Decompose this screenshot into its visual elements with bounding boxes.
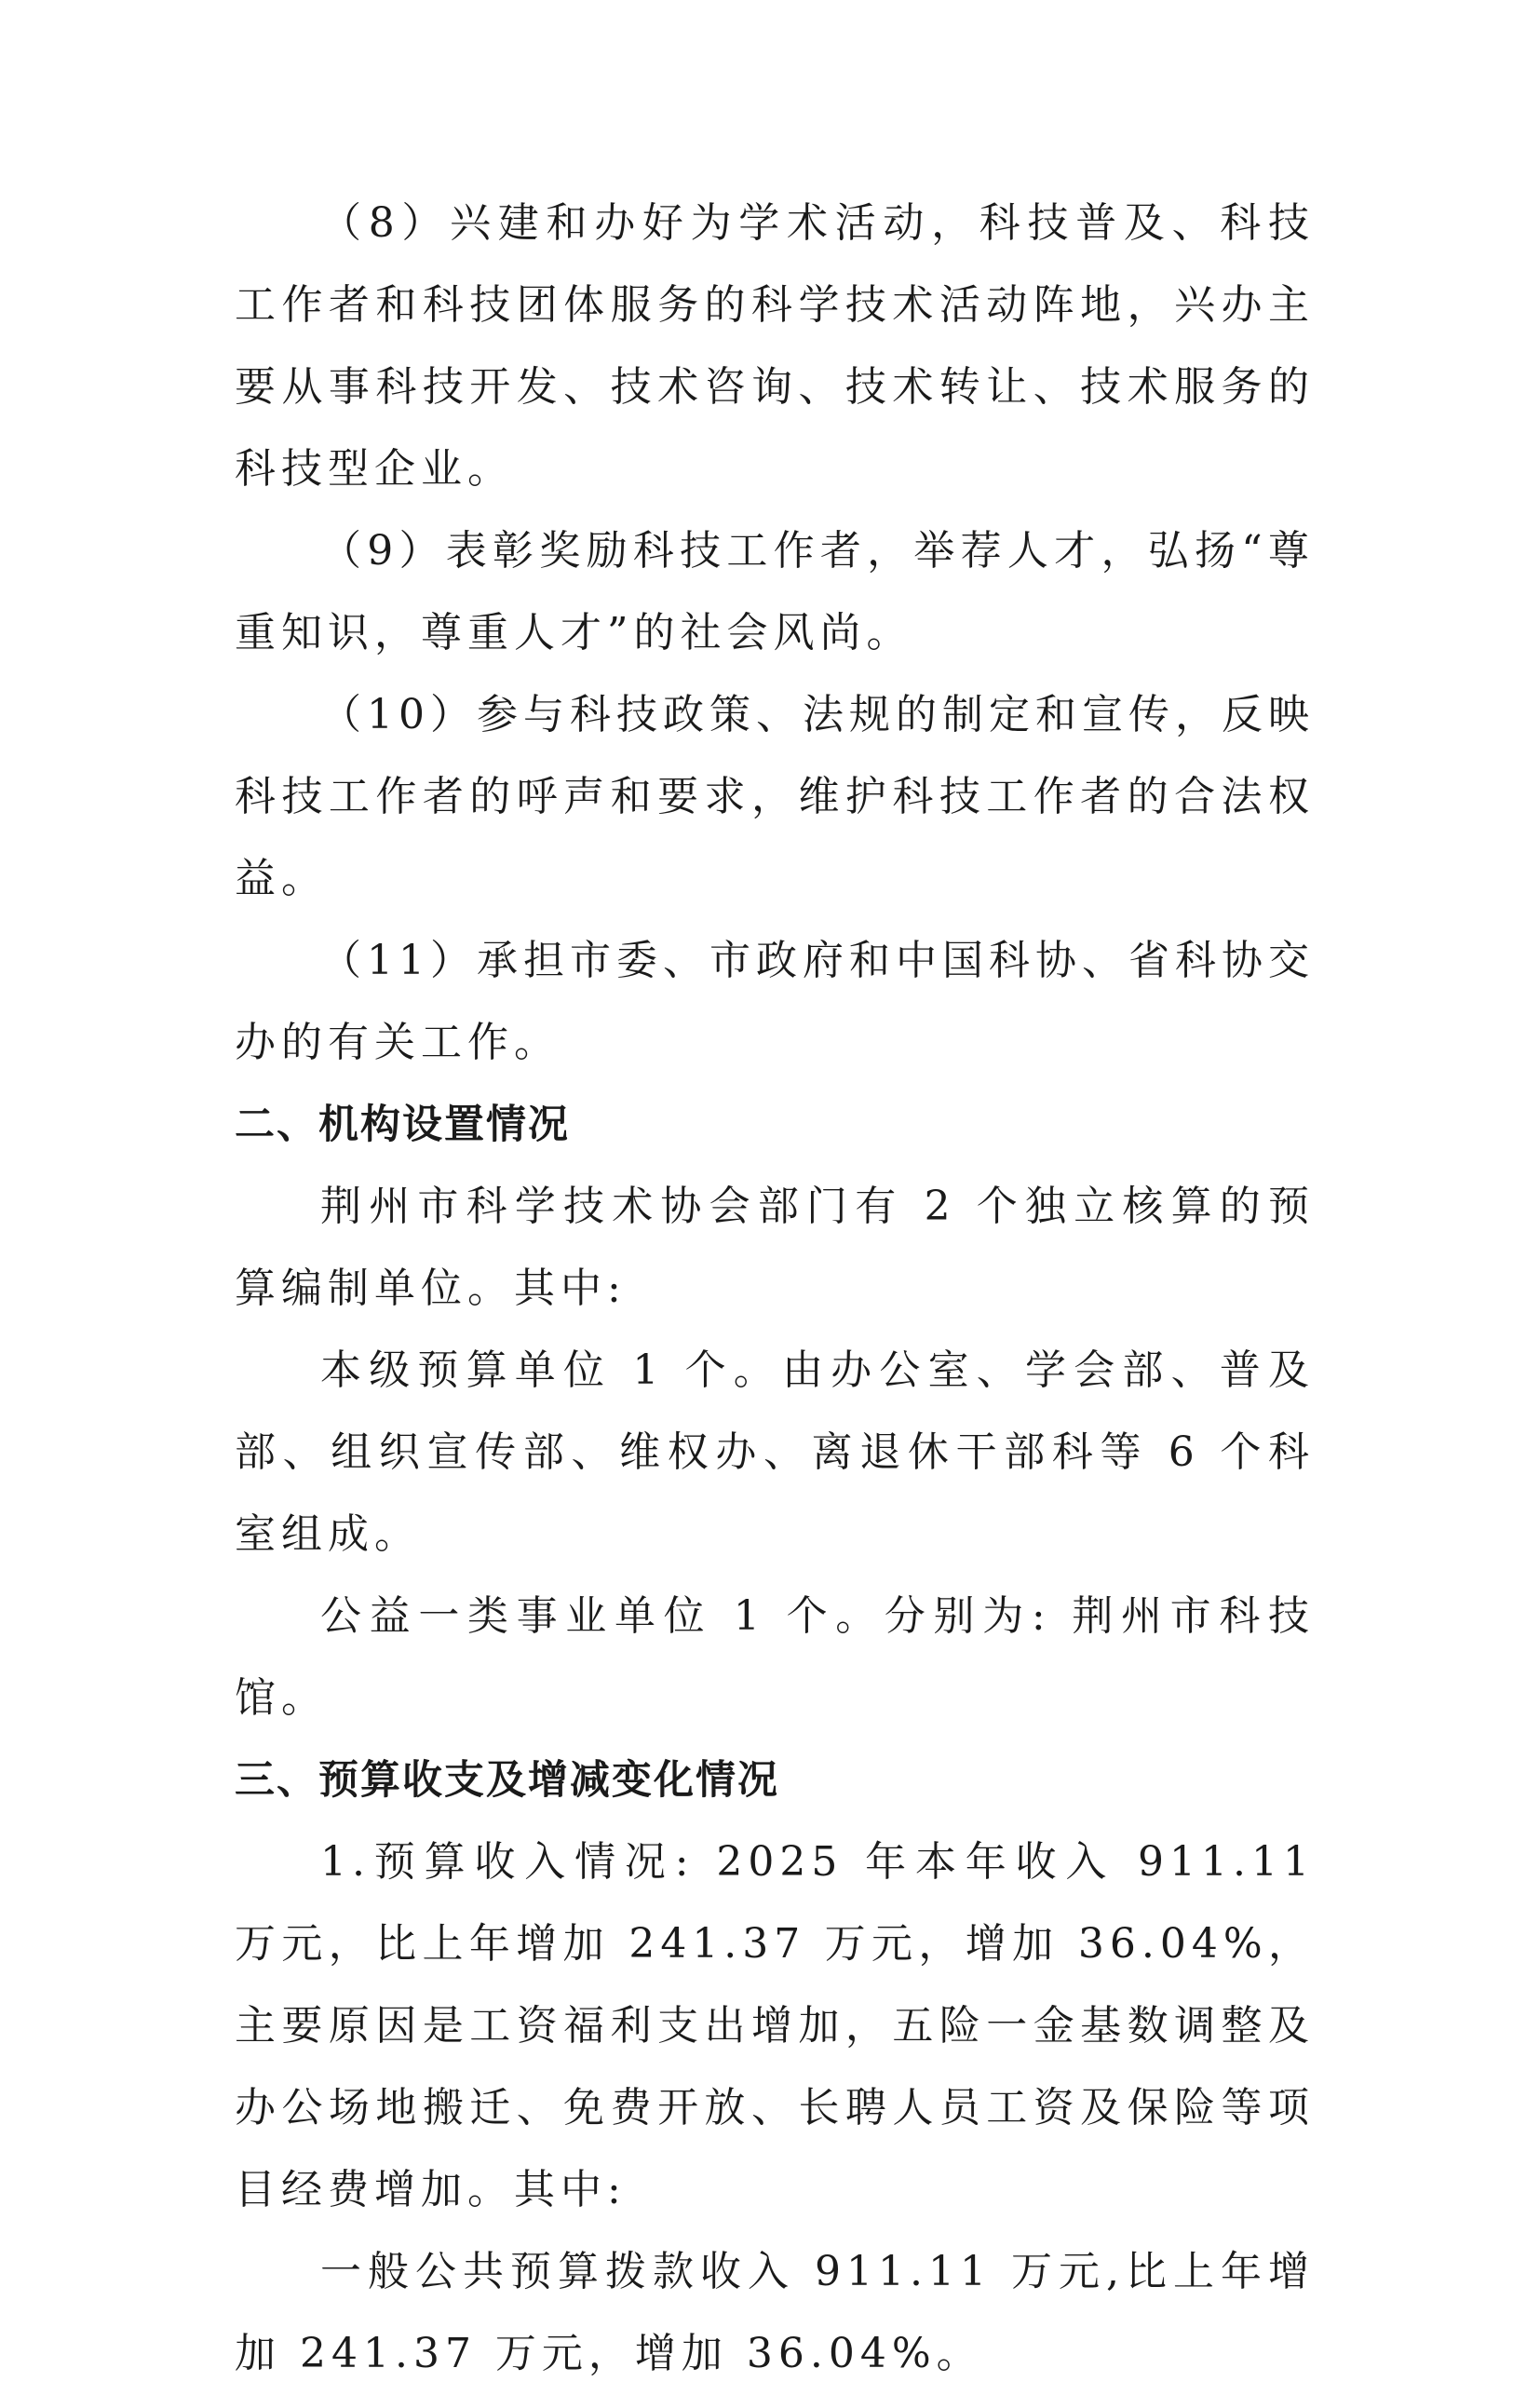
paragraph-organization-level: 本级预算单位 1 个。由办公室、学会部、普及部、组织宣传部、维权办、离退休干部科等 6 个科室组成。 — [235, 1346, 1315, 1558]
paragraph-budget-income: 1.预算收入情况: 2025 年本年收入 911.11 万元，比上年增加 241.37 万元，增加 36.04%，主要原因是工资福利支出增加，五险一金基数调整及办公场地搬迁、免费开放、长聘人员工资及保险等项目经费增加。其中: — [235, 1838, 1315, 2213]
paragraph-budget-general: 一般公共预算拨款收入 911.11 万元,比上年增加 241.37 万元，增加 36.04%。 — [235, 2248, 1315, 2377]
paragraph-item-10: （10）参与科技政策、法规的制定和宣传，反映科技工作者的呼声和要求，维护科技工作者的合法权益。 — [235, 691, 1315, 902]
paragraph-item-8: （8）兴建和办好为学术活动，科技普及、科技工作者和科技团体服务的科学技术活动阵地，兴办主要从事科技开发、技术咨询、技术转让、技术服务的科技型企业。 — [235, 199, 1315, 493]
paragraph-organization-public: 公益一类事业单位 1 个。分别为: 荆州市科技馆。 — [235, 1592, 1315, 1722]
paragraph-item-9: （9）表彰奖励科技工作者，举荐人才，弘扬“尊重知识，尊重人才”的社会风尚。 — [235, 527, 1315, 656]
section-heading-organization: 二、机构设置情况 — [235, 1102, 570, 1148]
document-body — [235, 183, 1315, 2395]
section-heading-budget: 三、预算收支及增减变化情况 — [235, 1757, 779, 1804]
paragraph-organization-intro: 荆州市科学技术协会部门有 2 个独立核算的预算编制单位。其中: — [235, 1183, 1315, 1312]
paragraph-item-11: （11）承担市委、市政府和中国科协、省科协交办的有关工作。 — [235, 937, 1315, 1066]
